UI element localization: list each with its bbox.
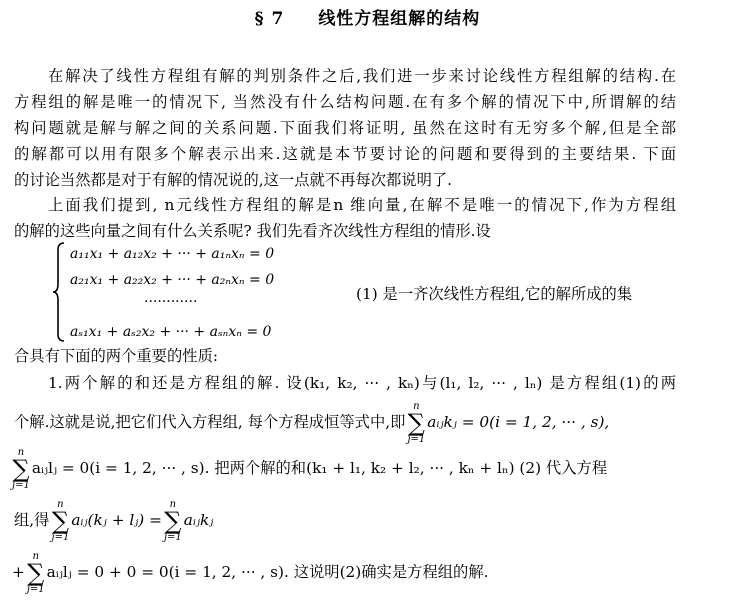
section-heading: [0, 4, 735, 29]
property1-line5-text: aᵢⱼlⱼ = 0 + 0 = 0(i = 1, 2, ··· , s). 这说明(2)确实是方程组的解.: [46, 563, 489, 581]
property1-line3: [10, 446, 672, 490]
summation-symbol: n ∑ j=1: [26, 551, 45, 595]
property1-line4: [14, 498, 676, 542]
left-brace-icon: [52, 242, 66, 342]
property1-line3-text: aᵢⱼlⱼ = 0(i = 1, 2, ··· , s). 把两个解的和(k₁ + l₁, k₂ + l₂, ··· , kₙ + lₙ) (2) 代入方程: [31, 459, 608, 477]
equation-row-2: a₂₁x₁ + a₂₂x₂ + ··· + a₂ₙxₙ = 0: [70, 272, 275, 288]
summation-symbol: n ∑ j=1: [163, 499, 182, 543]
summation-symbol: n ∑ j=1: [407, 401, 426, 445]
equation-row-s: aₛ₁x₁ + aₛ₂x₂ + ··· + aₛₙxₙ = 0: [70, 324, 272, 340]
summation-symbol: n ∑ j=1: [51, 499, 70, 543]
property1-line1: 1.两个解的和还是方程组的解. 设(k₁, k₂, ··· , kₙ)与(l₁, l₂, ··· , lₙ) 是方程组(1)的两: [48, 374, 676, 392]
para1-line4: 的解都可以用有限多个解表示出来.这就是本节要讨论的问题和要得到的主要结果. 下面: [14, 145, 676, 163]
system-caption: (1) 是一齐次线性方程组,它的解所成的集: [356, 285, 633, 303]
summation-symbol: n ∑ j=1: [12, 447, 30, 491]
para1-line2: 方程组的解是唯一的情况下, 当然没有什么结构问题.在有多个解的情况下中,所谓解的结: [14, 93, 676, 111]
property1-line4-math: aᵢⱼ(kⱼ + lⱼ) =: [71, 511, 162, 529]
property1-line2-text: 个解.这就是说,把它们代入方程组, 每个方程成恒等式中,即: [14, 413, 406, 431]
property1-line4-math2: aᵢⱼkⱼ: [183, 511, 214, 529]
property1-line4-text: 组,得: [14, 511, 50, 529]
property1-line5: [12, 550, 674, 594]
section-title: 线性方程组解的结构: [318, 9, 481, 29]
para3-line: 合具有下面的两个重要的性质:: [14, 347, 219, 365]
para2-line1: 上面我们提到, n元线性方程组的解是n 维向量,在解不是唯一的情况下,作为方程组: [48, 196, 676, 214]
para2-line2: 的解的这些向量之间有什么关系呢? 我们先看齐次线性方程组的情形.设: [14, 222, 491, 240]
property1-line2: [14, 400, 676, 444]
section-number: § 7: [254, 9, 285, 29]
para1-line5: 的讨论当然都是对于有解的情况说的,这一点就不再每次都说明了.: [14, 171, 453, 189]
plus-sign: +: [12, 563, 25, 581]
equation-row-1: a₁₁x₁ + a₁₂x₂ + ··· + a₁ₙxₙ = 0: [70, 246, 275, 262]
para1-line1: 在解决了线性方程组有解的判别条件之后,我们进一步来讨论线性方程组解的结构.在: [48, 67, 676, 85]
para1-line3: 构问题就是解与解之间的关系问题.下面我们将证明, 虽然在这时有无穷多个解,但是全部: [14, 119, 676, 137]
equation-system: [52, 240, 342, 344]
property1-line2-math: aᵢⱼkⱼ = 0(i = 1, 2, ··· , s),: [427, 413, 610, 431]
equation-row-dots: ············: [144, 294, 198, 310]
